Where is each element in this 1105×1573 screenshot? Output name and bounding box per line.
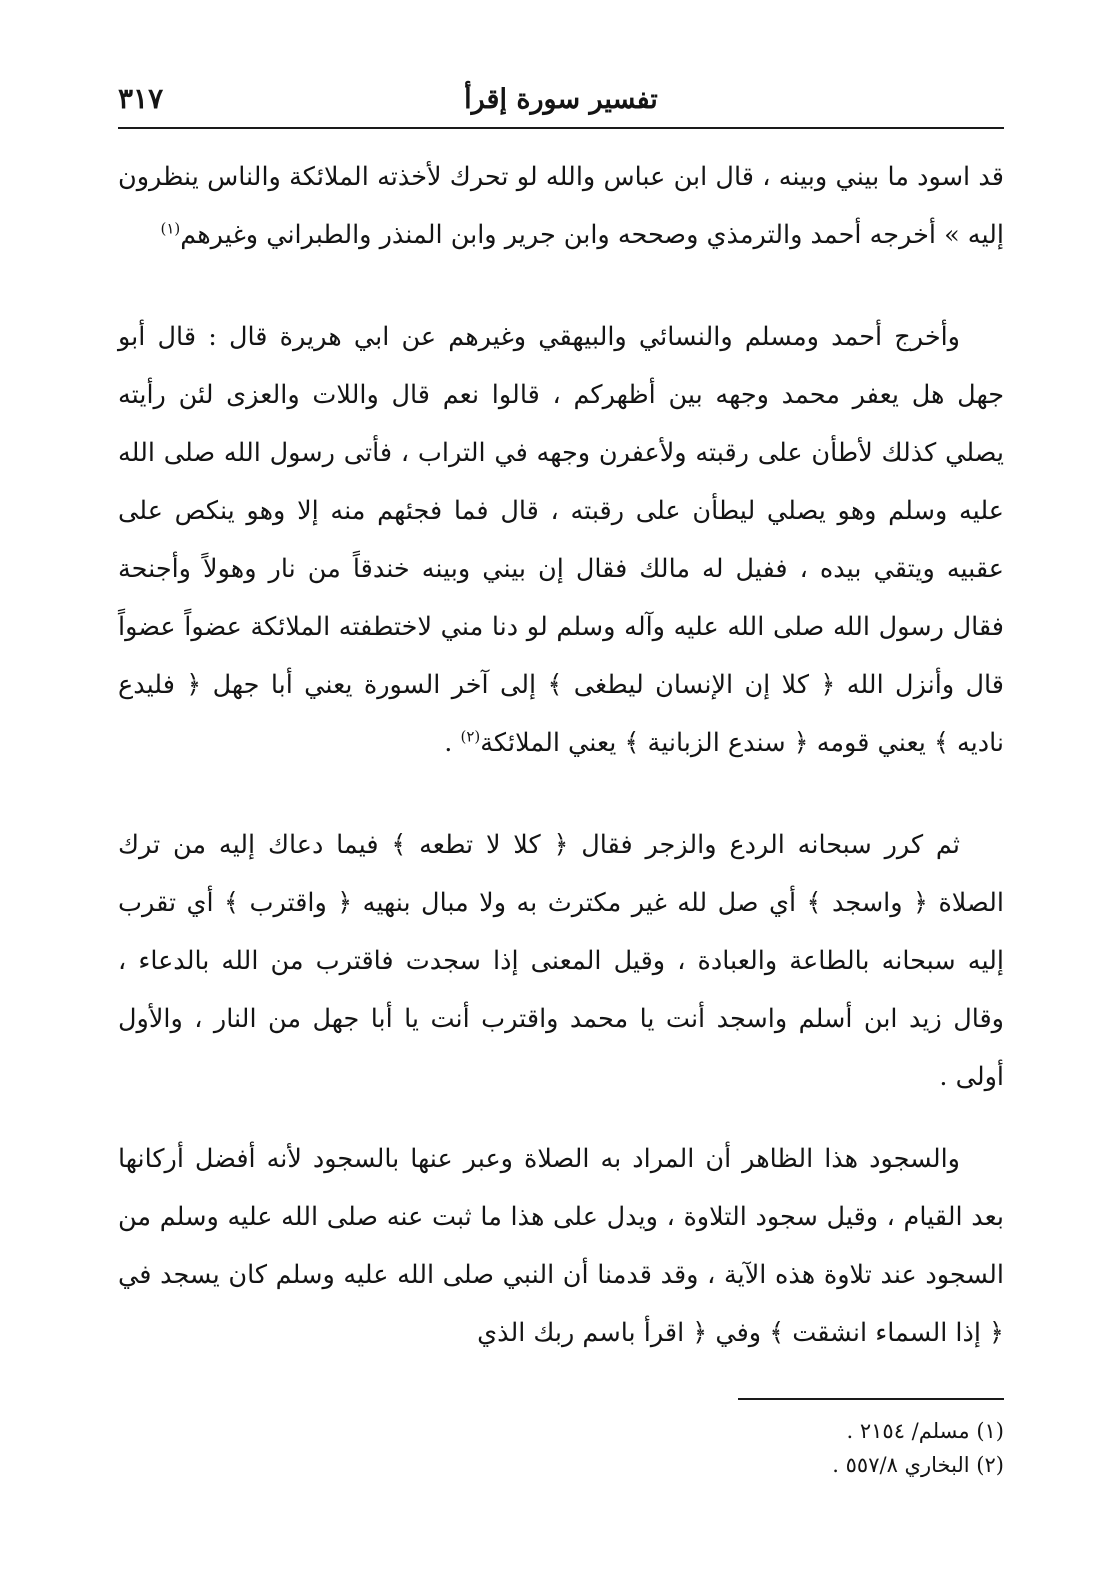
- paragraph-spacer: [118, 264, 1004, 308]
- paragraph: [118, 308, 1004, 772]
- running-header: [118, 78, 1004, 128]
- footnote: (٢) البخاري ٥٥٧/٨ .: [832, 1453, 1004, 1477]
- page-number: ٣١٧: [118, 82, 164, 115]
- running-title: تفسير سورة إقرأ: [464, 84, 658, 115]
- paragraph-text: ثم كرر سبحانه الردع والزجر فقال ﴿ كلا لا تطعه ﴾ فيما دعاك إليه من ترك الصلاة ﴿ واسجد ﴾ أي صل لله غير مكترث به ولا مبال بنهيه ﴿ واقترب ﴾ أي تقرب إليه سبحانه بالطاعة والعبادة ، وقيل المعنى إذا سجدت فاقترب من الله بالدعاء ، وقال زيد ابن أسلم واسجد أنت يا محمد واقترب أنت يا أبا جهل من النار ، والأول أولى .: [118, 830, 1004, 1092]
- main-text: [118, 148, 1004, 1362]
- footnote-rule: [738, 1398, 1004, 1400]
- paragraph-text: والسجود هذا الظاهر أن المراد به الصلاة وعبر عنها بالسجود لأنه أفضل أركانها بعد القيام ، وقيل سجود التلاوة ، ويدل على هذا ما ثبت عنه صلى الله عليه وسلم من السجود عند تلاوة هذه الآية ، وقد قدمنا أن النبي صلى الله عليه وسلم كان يسجد في ﴿ إذا السماء انشقت ﴾ وفي ﴿ اقرأ باسم ربك الذي: [118, 1144, 1004, 1348]
- footnote: (١) مسلم/ ٢١٥٤ .: [846, 1419, 1004, 1443]
- paragraph: [118, 1130, 1004, 1362]
- header-rule: [118, 127, 1004, 129]
- footnote-reference: (٢): [460, 727, 481, 746]
- paragraph-spacer: [118, 772, 1004, 816]
- paragraph-text: وأخرج أحمد ومسلم والنسائي والبيهقي وغيرهم عن ابي هريرة قال : قال أبو جهل هل يعفر محمد وجهه بين أظهركم ، قالوا نعم قال واللات والعزى لئن رأيته يصلي كذلك لأطأن على رقبته ولأعفرن وجهه في التراب ، فأتى رسول الله صلى الله عليه وسلم وهو يصلي ليطأن على رقبته ، قال فما فجئهم منه إلا وهو ينكص على عقبيه ويتقي بيده ، ففيل له مالك فقال إن بيني وبينه خندقاً من نار وهولاً وأجنحة فقال رسول الله صلى الله عليه وآله وسلم لو دنا مني لاختطفته الملائكة عضواً عضواً قال وأنزل الله ﴿ كلا إن الإنسان ليطغى ﴾ إلى آخر السورة يعني أبا جهل ﴿ فليدع ناديه ﴾ يعني قومه ﴿ سندع الزبانية ﴾ يعني الملائكة: [118, 322, 1004, 758]
- paragraph-tail: .: [444, 728, 461, 758]
- paragraph-text: قد اسود ما بيني وبينه ، قال ابن عباس والله لو تحرك لأخذته الملائكة والناس ينظرون إليه » أخرجه أحمد والترمذي وصححه وابن جرير وابن المنذر والطبراني وغيرهم: [118, 162, 1004, 250]
- paragraph: [118, 816, 1004, 1106]
- footnote-reference: (١): [160, 219, 181, 238]
- paragraph-spacer: [118, 1106, 1004, 1130]
- paragraph: [118, 148, 1004, 264]
- footnotes: [504, 1414, 1004, 1482]
